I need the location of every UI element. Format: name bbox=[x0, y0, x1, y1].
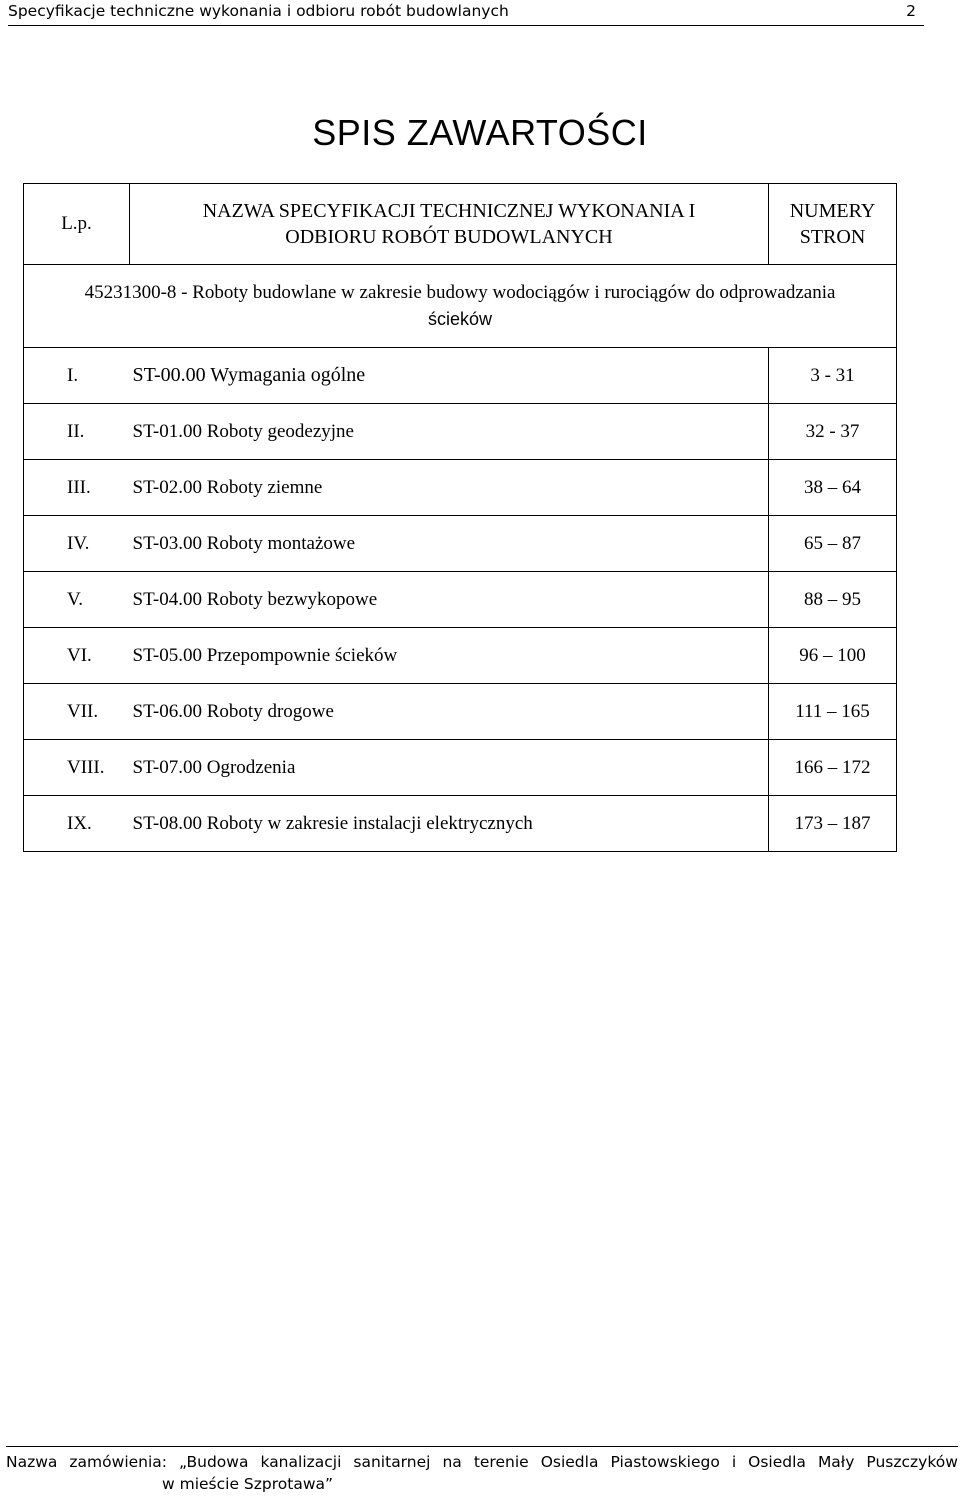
row-pages: 111 – 165 bbox=[769, 684, 897, 740]
footer-word: na bbox=[442, 1453, 462, 1471]
row-number: VIII. bbox=[24, 740, 130, 796]
section-line1: 45231300-8 - Roboty budowlane w zakresie budowy wodociągów i rurociągów do odprowadzania bbox=[84, 282, 836, 303]
row-number: VI. bbox=[24, 628, 130, 684]
table-row bbox=[24, 572, 897, 628]
table-row bbox=[24, 628, 897, 684]
table-row bbox=[24, 460, 897, 516]
footer-word: Puszczyków bbox=[866, 1453, 958, 1471]
footer-word: kanalizacji bbox=[260, 1453, 342, 1471]
header-name-line2: ODBIORU ROBÓT BUDOWLANYCH bbox=[285, 226, 613, 248]
footer-word: Nazwa bbox=[6, 1453, 58, 1471]
table-body bbox=[24, 348, 897, 852]
footer-word: „Budowa bbox=[179, 1453, 249, 1471]
footer-word: sanitarnej bbox=[353, 1453, 431, 1471]
row-number: IX. bbox=[24, 796, 130, 852]
table-row bbox=[24, 516, 897, 572]
page-footer bbox=[6, 1446, 958, 1493]
footer-word: i bbox=[731, 1453, 737, 1471]
row-number: V. bbox=[24, 572, 130, 628]
row-number: III. bbox=[24, 460, 130, 516]
footer-line2: w mieście Szprotawa” bbox=[162, 1475, 334, 1493]
section-title bbox=[24, 265, 897, 348]
row-name: ST-02.00 Roboty ziemne bbox=[130, 460, 769, 516]
row-pages: 96 – 100 bbox=[769, 628, 897, 684]
table-header-row bbox=[24, 184, 897, 265]
header-pages-line1: NUMERY bbox=[789, 200, 876, 222]
row-pages: 65 – 87 bbox=[769, 516, 897, 572]
table-row bbox=[24, 796, 897, 852]
page-title: SPIS ZAWARTOŚCI bbox=[312, 112, 648, 153]
section-line2: ścieków bbox=[427, 309, 493, 329]
table-row bbox=[24, 348, 897, 404]
row-pages: 173 – 187 bbox=[769, 796, 897, 852]
row-name: ST-00.00 Wymagania ogólne bbox=[130, 348, 769, 404]
table-row bbox=[24, 740, 897, 796]
row-pages: 166 – 172 bbox=[769, 740, 897, 796]
section-row bbox=[24, 265, 897, 348]
row-pages: 32 - 37 bbox=[769, 404, 897, 460]
footer-word: Osiedla bbox=[540, 1453, 599, 1471]
row-name: ST-07.00 Ogrodzenia bbox=[130, 740, 769, 796]
row-number: II. bbox=[24, 404, 130, 460]
header-name bbox=[130, 184, 769, 265]
header-title: Specyfikacje techniczne wykonania i odbioru robót budowlanych bbox=[8, 2, 509, 20]
footer-line1 bbox=[6, 1453, 958, 1471]
row-pages: 3 - 31 bbox=[769, 348, 897, 404]
footer-word: Mały bbox=[817, 1453, 855, 1471]
footer-word: zamówienia: bbox=[69, 1453, 168, 1471]
contents-table bbox=[23, 183, 897, 852]
table-row bbox=[24, 684, 897, 740]
row-number: VII. bbox=[24, 684, 130, 740]
page-number: 2 bbox=[906, 2, 916, 20]
row-name: ST-01.00 Roboty geodezyjne bbox=[130, 404, 769, 460]
row-name: ST-06.00 Roboty drogowe bbox=[130, 684, 769, 740]
table-row bbox=[24, 404, 897, 460]
row-name: ST-03.00 Roboty montażowe bbox=[130, 516, 769, 572]
page-header bbox=[8, 0, 924, 26]
row-number: IV. bbox=[24, 516, 130, 572]
header-pages bbox=[769, 184, 897, 265]
footer-word: terenie bbox=[473, 1453, 529, 1471]
row-name: ST-04.00 Roboty bezwykopowe bbox=[130, 572, 769, 628]
row-number: I. bbox=[24, 348, 130, 404]
row-pages: 38 – 64 bbox=[769, 460, 897, 516]
footer-word: Piastowskiego bbox=[610, 1453, 720, 1471]
footer-word: Osiedla bbox=[748, 1453, 806, 1471]
row-name: ST-08.00 Roboty w zakresie instalacji elektrycznych bbox=[130, 796, 769, 852]
header-pages-line2: STRON bbox=[799, 226, 866, 248]
header-lp: L.p. bbox=[24, 184, 130, 265]
header-name-line1: NAZWA SPECYFIKACJI TECHNICZNEJ WYKONANIA I bbox=[202, 200, 696, 222]
row-name: ST-05.00 Przepompownie ścieków bbox=[130, 628, 769, 684]
row-pages: 88 – 95 bbox=[769, 572, 897, 628]
